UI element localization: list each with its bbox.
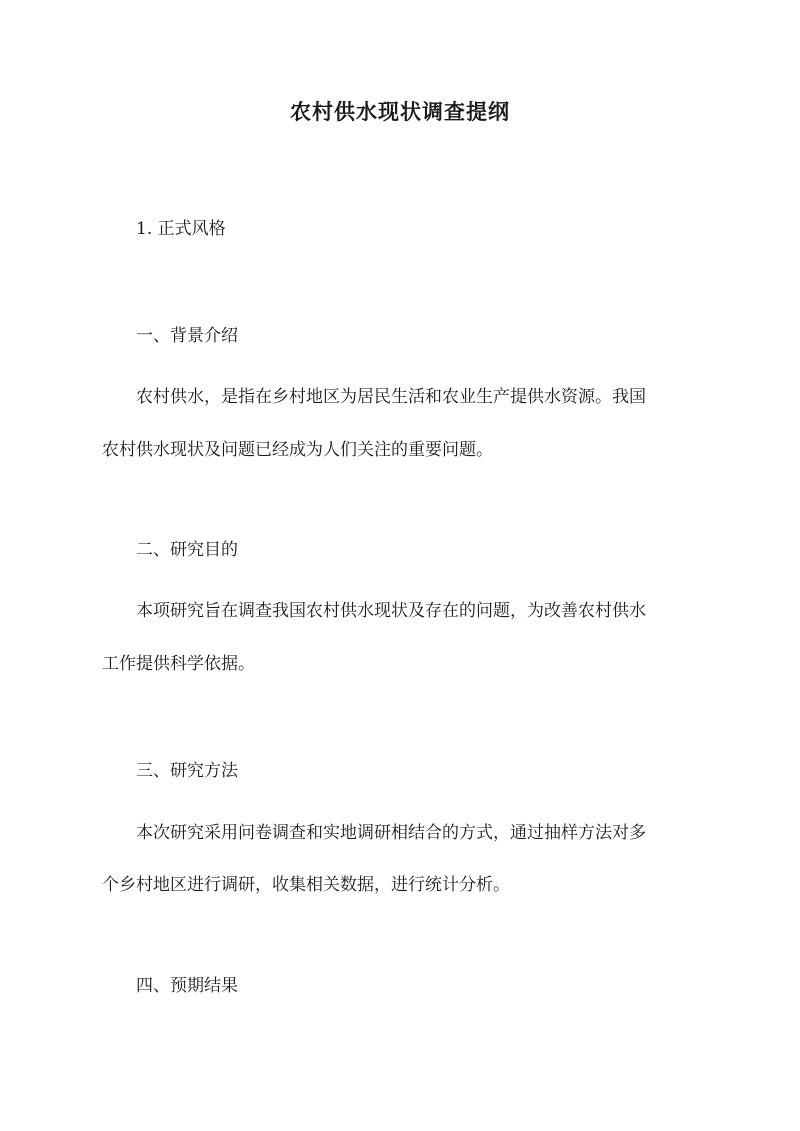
section-method-line-1: 本次研究采用问卷调查和实地调研相结合的方式，通过抽样方法对多 [136,823,646,843]
section-method-line-2: 个乡村地区进行调研，收集相关数据，进行统计分析。 [102,875,510,895]
section-heading-background: 一、背景介绍 [136,326,238,346]
section-heading-method: 三、研究方法 [136,761,238,781]
section-purpose-line-1: 本项研究旨在调查我国农村供水现状及存在的问题，为改善农村供水 [136,601,646,621]
style-heading: 1. 正式风格 [136,219,226,239]
section-heading-purpose: 二、研究目的 [136,540,238,560]
section-heading-expected-results: 四、预期结果 [136,976,238,996]
section-background-line-1: 农村供水，是指在乡村地区为居民生活和农业生产提供水资源。我国 [136,387,646,407]
section-background-line-2: 农村供水现状及问题已经成为人们关注的重要问题。 [102,440,493,460]
section-purpose-line-2: 工作提供科学依据。 [102,654,255,674]
document-title: 农村供水现状调查提纲 [290,99,510,124]
